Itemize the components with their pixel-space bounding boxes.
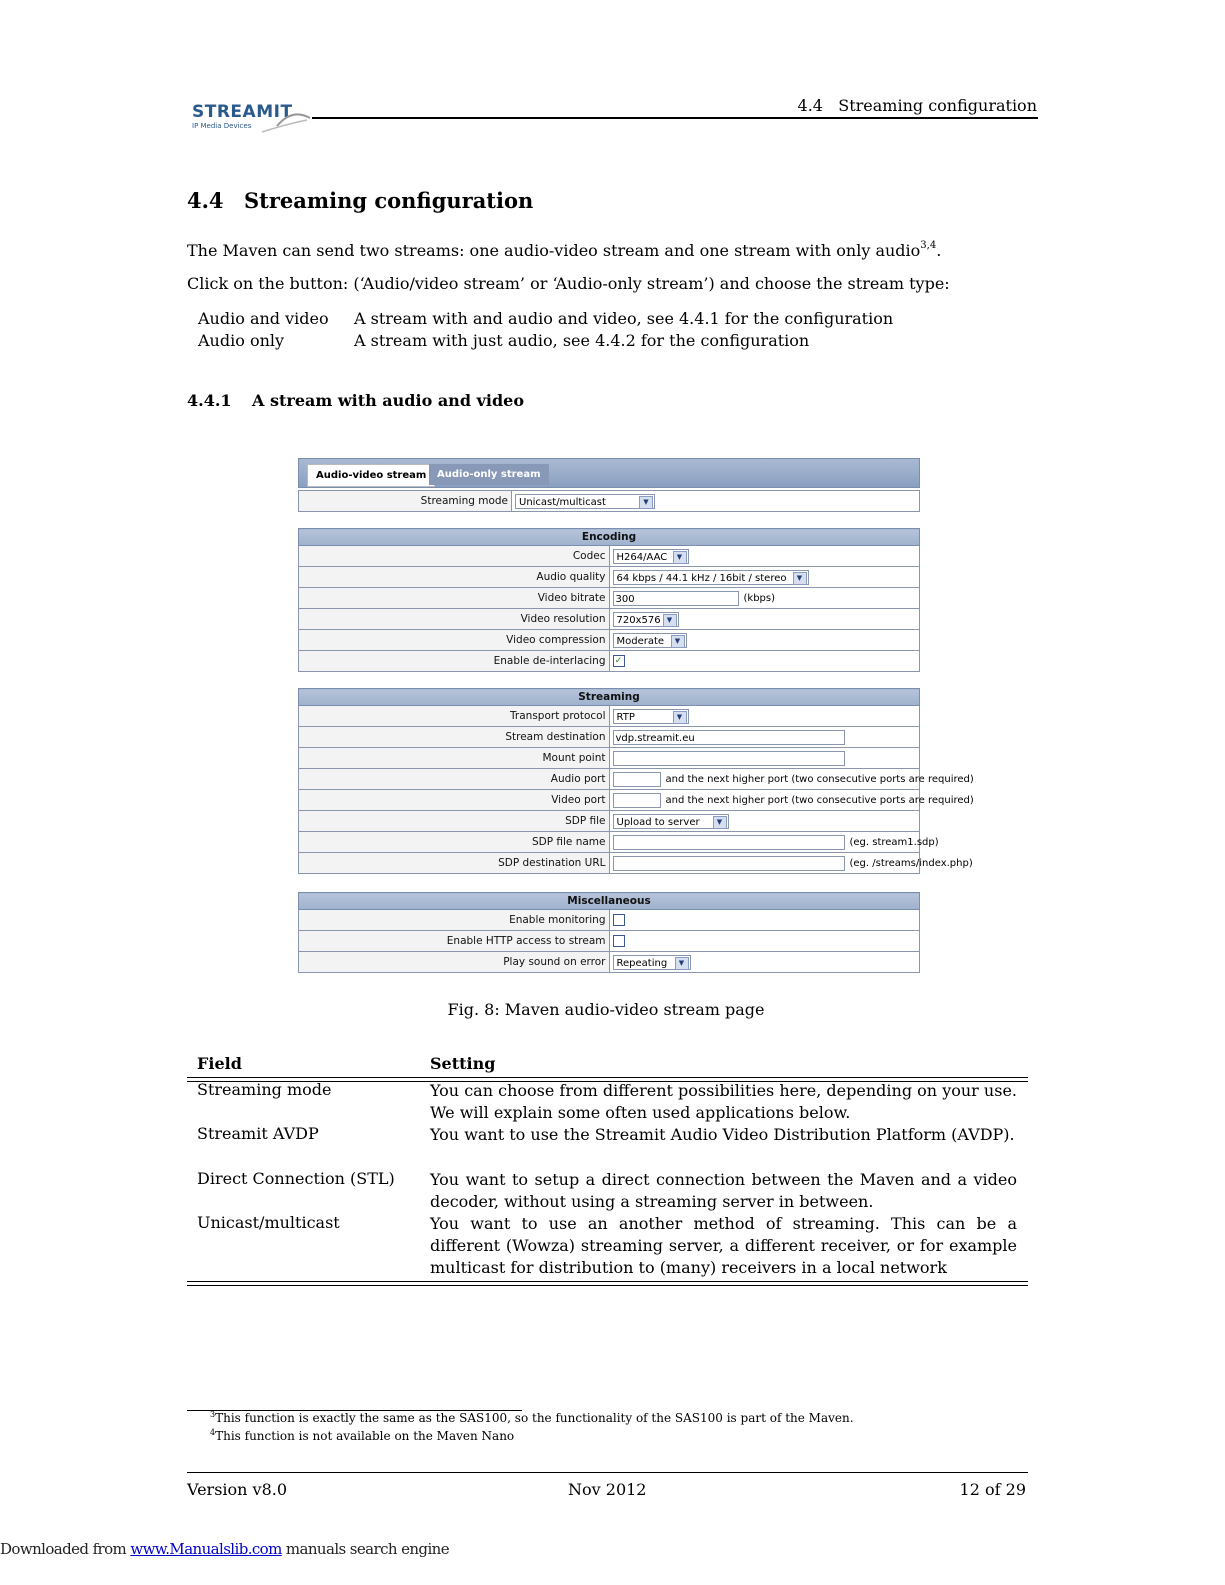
- field-cell: Unicast/multicast: [197, 1213, 340, 1232]
- list-term: Audio only: [198, 331, 285, 350]
- video-resolution-select[interactable]: [613, 612, 679, 627]
- table-row: [299, 910, 920, 931]
- video-compression-select[interactable]: [613, 633, 687, 648]
- transport-protocol-select[interactable]: [613, 709, 689, 724]
- table-row: [299, 952, 920, 973]
- select-value: 64 kbps / 44.1 kHz / 16bit / stereo: [616, 572, 787, 584]
- chevron-down-icon: ▼: [663, 614, 677, 627]
- select-value: RTP: [616, 711, 635, 723]
- field-label: Stream destination: [299, 727, 610, 748]
- field-label: Video compression: [299, 630, 610, 651]
- subsection-title: A stream with audio and video: [252, 391, 524, 410]
- encoding-table: [298, 528, 920, 672]
- table-row: [299, 706, 920, 727]
- download-suffix: manuals search engine: [281, 1540, 449, 1558]
- table-row: [299, 790, 920, 811]
- sdp-file-select[interactable]: [613, 814, 729, 829]
- footnote: [210, 1410, 854, 1425]
- select-value: Repeating: [616, 957, 668, 969]
- select-value: Unicast/multicast: [519, 496, 606, 508]
- video-port-input[interactable]: [613, 793, 661, 808]
- sdp-destination-url-input[interactable]: [613, 856, 845, 871]
- table-row: [299, 769, 920, 790]
- footnote-mark: 4: [210, 1428, 216, 1437]
- list-item: [198, 331, 893, 353]
- field-label: SDP destination URL: [299, 853, 610, 874]
- setting-cell: You want to use an another method of streaming. This can be a different (Wowza) streaming server, a different receiver, or for example multicast for distribution to (many) receivers in a local network: [430, 1214, 1017, 1277]
- chevron-down-icon: ▼: [793, 572, 807, 585]
- section-title: Streaming configuration: [244, 188, 534, 213]
- mount-point-input[interactable]: [613, 751, 845, 766]
- field-label: Video resolution: [299, 609, 610, 630]
- table-row: [299, 748, 920, 769]
- field-note: and the next higher port (two consecutive ports are required): [665, 774, 974, 785]
- table-row: [299, 651, 920, 672]
- intro-text: The Maven can send two streams: one audio-video stream and one stream with only audio: [187, 241, 921, 260]
- field-note: and the next higher port (two consecutive ports are required): [665, 795, 974, 806]
- audio-quality-select[interactable]: [613, 570, 809, 585]
- figure-caption: Fig. 8: Maven audio-video stream page: [447, 1000, 765, 1019]
- footer-date: Nov 2012: [568, 1480, 647, 1499]
- chevron-down-icon: ▼: [673, 551, 687, 564]
- table-row: [299, 546, 920, 567]
- download-banner: [0, 1540, 449, 1558]
- tab-audio-video-stream[interactable]: Audio-video stream: [307, 464, 435, 487]
- header-rule: [312, 117, 1038, 119]
- footnote-mark: 3: [210, 1410, 216, 1419]
- section-heading: [187, 188, 533, 213]
- subsection-number: 4.4.1: [187, 391, 232, 410]
- field-label: SDP file name: [299, 832, 610, 853]
- field-cell: Streaming mode: [197, 1080, 332, 1099]
- enable-monitoring-checkbox[interactable]: [613, 914, 625, 926]
- field-note: (eg. /streams/index.php): [849, 858, 973, 869]
- field-setting-table: [187, 1054, 1028, 1277]
- stream-type-list: [198, 309, 893, 353]
- play-sound-select[interactable]: [613, 955, 691, 970]
- footnote-text: This function is exactly the same as the SAS100, so the functionality of the SAS100 is part of the Maven.: [215, 1411, 854, 1425]
- streaming-header: Streaming: [299, 689, 920, 706]
- select-value: Moderate: [616, 635, 665, 647]
- field-label: Mount point: [299, 748, 610, 769]
- field-label: Transport protocol: [299, 706, 610, 727]
- table-row: [299, 832, 920, 853]
- download-prefix: Downloaded from: [0, 1540, 131, 1558]
- field-label: SDP file: [299, 811, 610, 832]
- select-value: 720x576: [616, 614, 661, 626]
- encoding-header: Encoding: [299, 529, 920, 546]
- unit-label: (kbps): [743, 593, 775, 604]
- intro-paragraph-1: [187, 240, 941, 260]
- field-cell: Direct Connection (STL): [197, 1169, 395, 1188]
- intro-end: .: [936, 241, 942, 260]
- table-row: [299, 931, 920, 952]
- chevron-down-icon: ▼: [713, 816, 727, 829]
- miscellaneous-header: Miscellaneous: [299, 893, 920, 910]
- table-row: [299, 630, 920, 651]
- footer-version: Version v8.0: [187, 1480, 288, 1499]
- footer-page: 12 of 29: [959, 1480, 1026, 1499]
- list-term: Audio and video: [198, 309, 329, 328]
- footnote: [210, 1428, 514, 1443]
- column-header-field: Field: [197, 1054, 242, 1073]
- sdp-file-name-input[interactable]: [613, 835, 845, 850]
- table-row: [299, 567, 920, 588]
- table-row: [299, 853, 920, 874]
- field-label: Video port: [299, 790, 610, 811]
- footnote-ref: 3,4: [920, 240, 937, 251]
- column-header-setting: Setting: [430, 1054, 496, 1073]
- logo-swoosh-icon: [252, 106, 312, 136]
- streamit-logo: [192, 102, 312, 136]
- field-label: Audio port: [299, 769, 610, 790]
- subsection-heading: [187, 391, 524, 410]
- field-label: Enable HTTP access to stream: [299, 931, 610, 952]
- streaming-mode-select[interactable]: [515, 494, 655, 509]
- tab-audio-only-stream[interactable]: Audio-only stream: [429, 464, 549, 485]
- setting-cell: You want to setup a direct connection between the Maven and a video decoder, without using a streaming server in between.: [430, 1170, 1017, 1211]
- codec-select[interactable]: [613, 549, 689, 564]
- chevron-down-icon: ▼: [639, 496, 653, 509]
- streaming-table: [298, 688, 974, 874]
- list-desc: A stream with just audio, see 4.4.2 for the configuration: [354, 331, 810, 350]
- audio-port-input[interactable]: [613, 772, 661, 787]
- manualslib-link[interactable]: www.Manualslib.com: [130, 1540, 282, 1558]
- field-cell: Streamit AVDP: [197, 1124, 319, 1143]
- miscellaneous-table: [298, 892, 920, 973]
- setting-cell: You can choose from different possibilities here, depending on your use. We will explain some often used applications below.: [430, 1081, 1017, 1122]
- enable-http-access-checkbox[interactable]: [613, 935, 625, 947]
- chevron-down-icon: ▼: [671, 635, 685, 648]
- chevron-down-icon: ▼: [673, 711, 687, 724]
- table-header: [187, 1054, 1028, 1076]
- logo-tagline: IP Media Devices: [192, 122, 252, 130]
- list-desc: A stream with and audio and video, see 4.4.1 for the configuration: [354, 309, 894, 328]
- field-label: Codec: [299, 546, 610, 567]
- running-title: 4.4 Streaming configuration: [797, 96, 1037, 115]
- field-label: Play sound on error: [299, 952, 610, 973]
- select-value: Upload to server: [616, 816, 700, 828]
- table-row: [299, 609, 920, 630]
- list-item: [198, 309, 893, 331]
- video-bitrate-input[interactable]: 300: [613, 591, 739, 606]
- table-row: [299, 491, 920, 512]
- field-label: Audio quality: [299, 567, 610, 588]
- deinterlacing-checkbox[interactable]: ✓: [613, 655, 625, 667]
- field-note: (eg. stream1.sdp): [849, 837, 939, 848]
- logo-text: STREAMIT: [192, 102, 293, 122]
- table-rule-bottom: [187, 1281, 1028, 1286]
- field-label: Enable de-interlacing: [299, 651, 610, 672]
- chevron-down-icon: ▼: [675, 957, 689, 970]
- field-label: Enable monitoring: [299, 910, 610, 931]
- select-value: H264/AAC: [616, 551, 668, 563]
- table-row: [299, 588, 920, 609]
- streaming-mode-table: [298, 490, 920, 512]
- footnote-text: This function is not available on the Maven Nano: [215, 1429, 515, 1443]
- section-number: 4.4: [187, 188, 224, 213]
- stream-destination-input[interactable]: vdp.streamit.eu: [613, 730, 845, 745]
- footer-rule: [187, 1472, 1028, 1473]
- stream-tab-bar: [298, 458, 920, 488]
- table-row: [299, 727, 920, 748]
- table-row: [299, 811, 920, 832]
- field-label: Video bitrate: [299, 588, 610, 609]
- setting-cell: You want to use the Streamit Audio Video Distribution Platform (AVDP).: [430, 1125, 1015, 1144]
- field-label: Streaming mode: [299, 491, 512, 512]
- intro-paragraph-2: Click on the button: (‘Audio/video stream’ or ‘Audio-only stream’) and choose the stream type:: [187, 274, 950, 293]
